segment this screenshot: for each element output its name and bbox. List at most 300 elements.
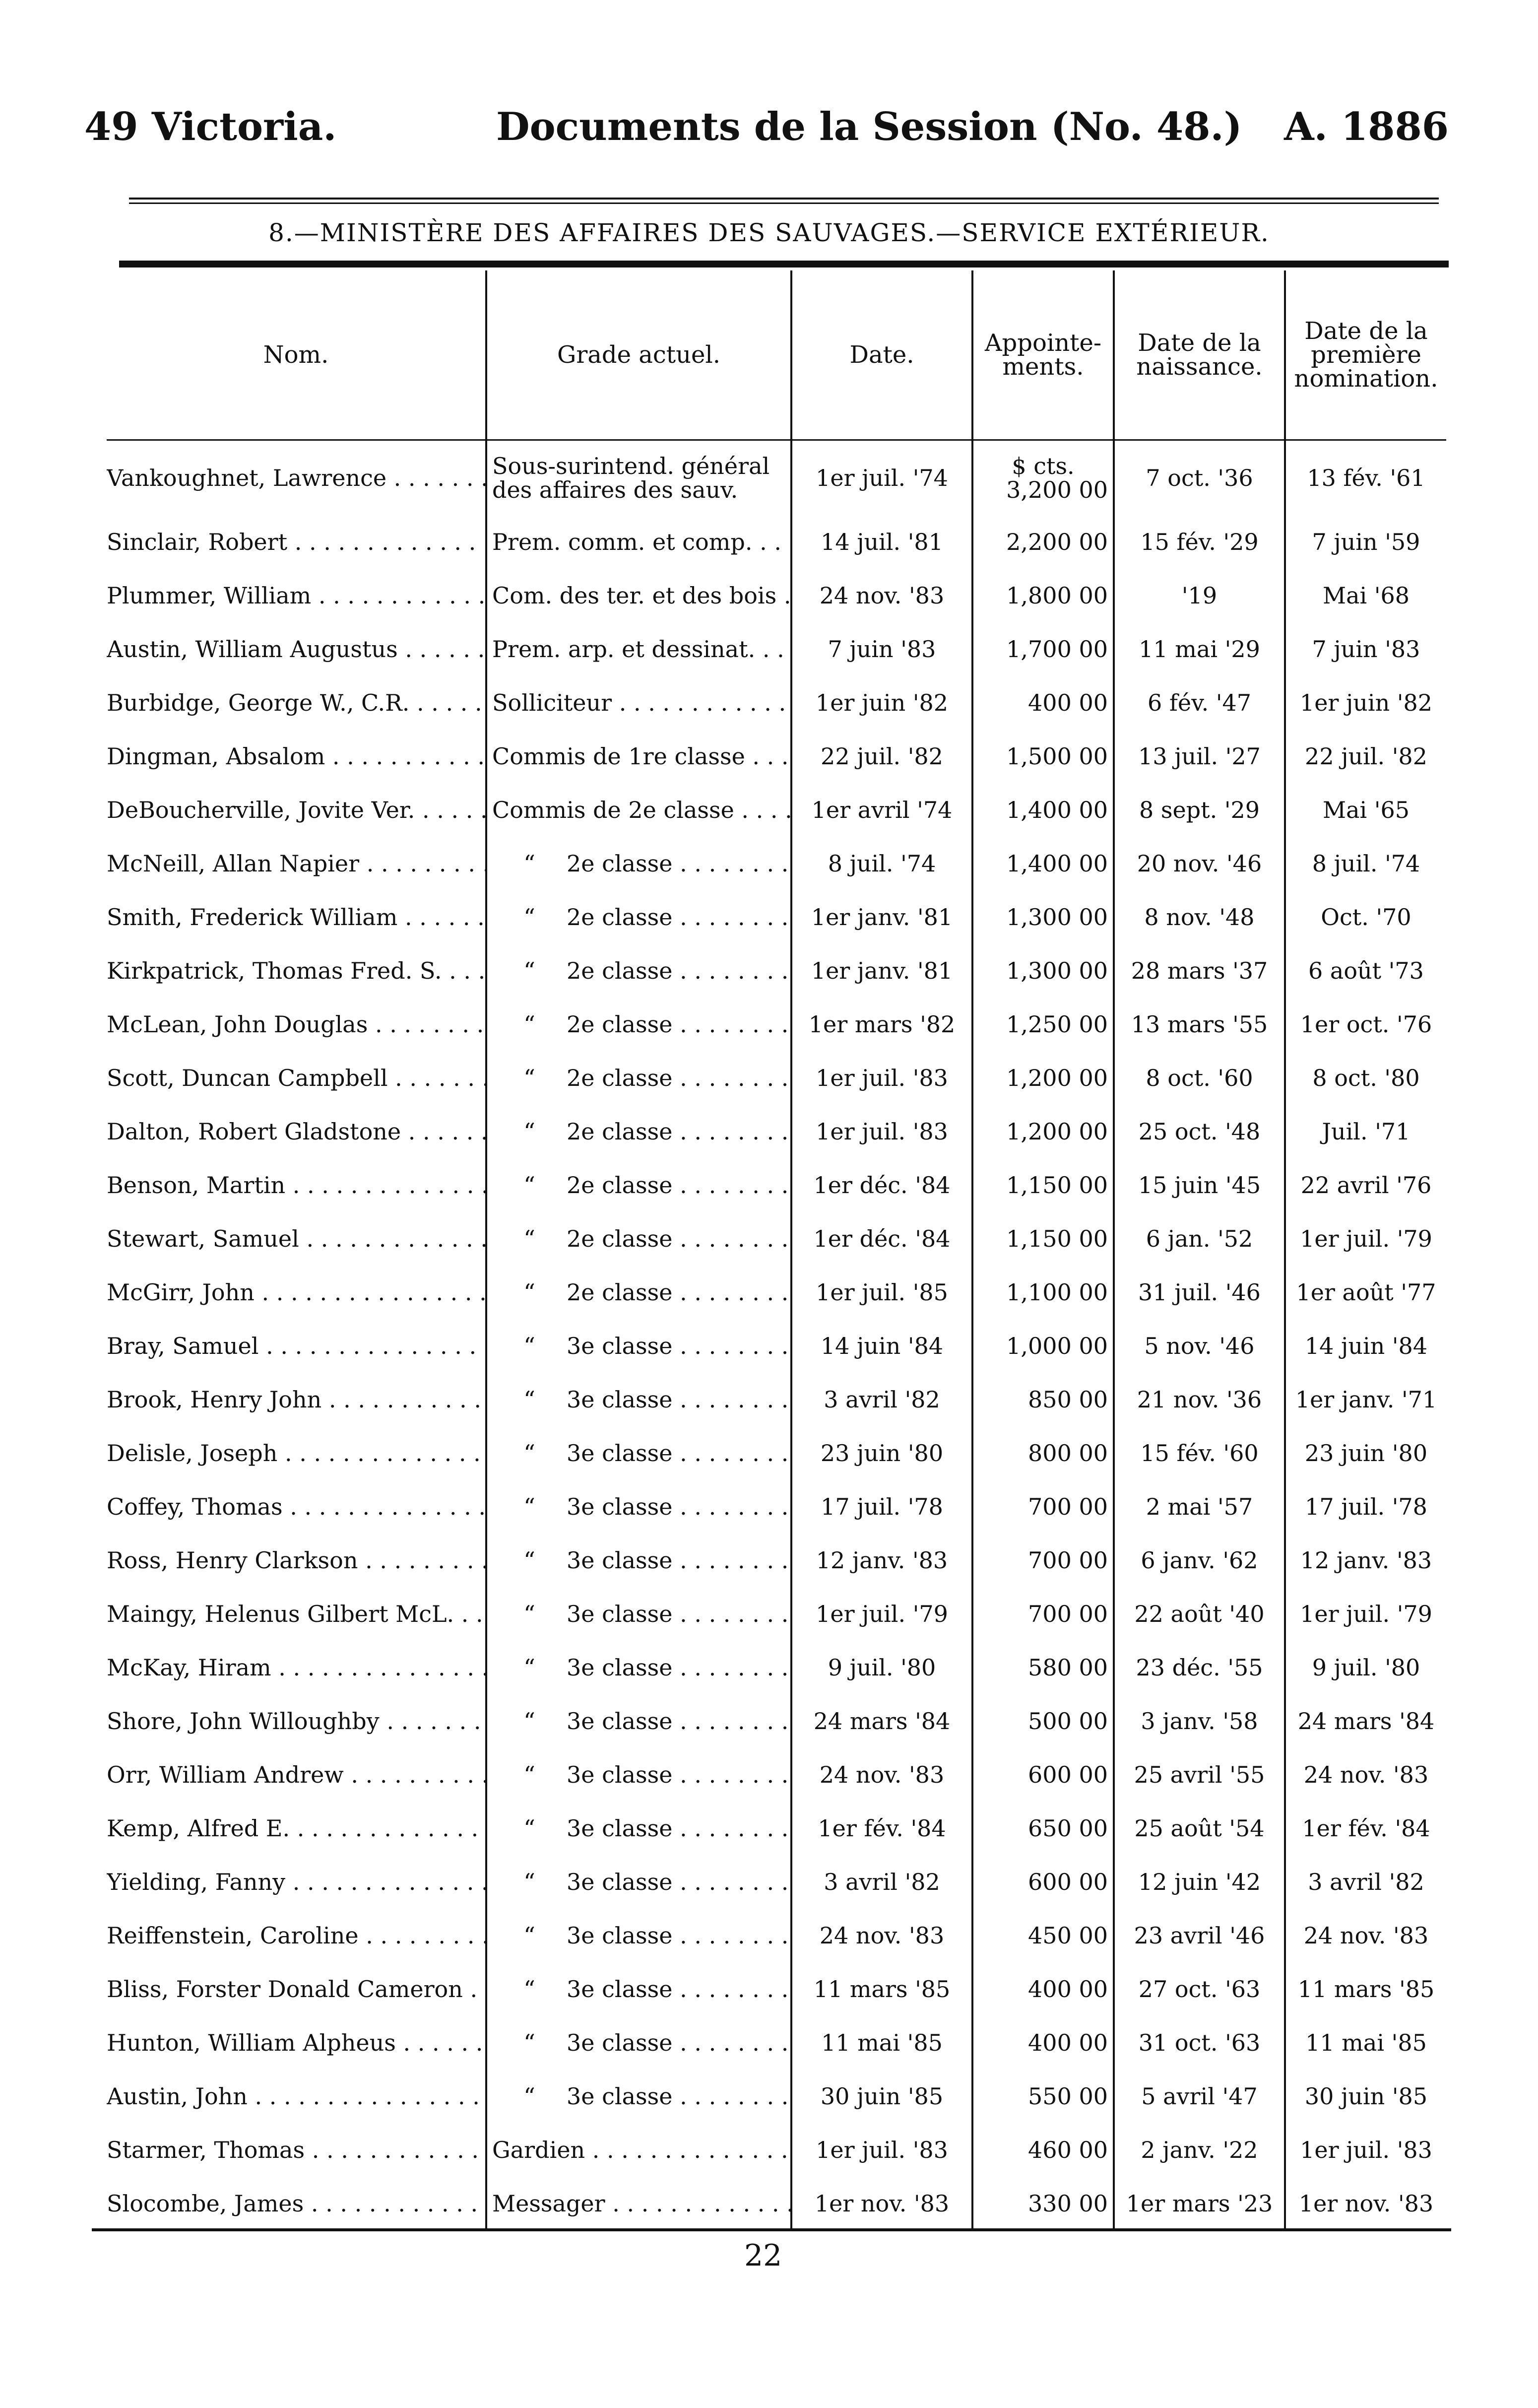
- cell-grade: [486, 998, 791, 1051]
- ditto-mark: “: [523, 904, 535, 931]
- name-text: McGirr, John . . .: [107, 1279, 486, 1306]
- cell-name: [107, 837, 486, 890]
- cell-birth: 8 oct. '60: [1114, 1051, 1285, 1105]
- cell-name: [107, 1641, 486, 1694]
- name-text: Austin, William Augustus . . .: [107, 636, 486, 663]
- cell-birth: '19: [1114, 569, 1285, 622]
- cell-date: 7 juin '83: [791, 622, 972, 676]
- ditto-mark: “: [523, 957, 535, 984]
- column-header-birth: Date de la naissance.: [1114, 270, 1285, 440]
- cell-date: 8 juil. '74: [791, 837, 972, 890]
- ditto-mark: “: [523, 1279, 535, 1306]
- grade-text: Commis de 1re classe . . .: [492, 743, 791, 770]
- cell-date: 17 juil. '78: [791, 1480, 972, 1534]
- table-row: [107, 1426, 1446, 1480]
- grade-text: 3e classe . . .: [567, 1493, 791, 1520]
- cell-salary: 550 00: [972, 2070, 1114, 2123]
- name-text: Stewart, Samuel . . .: [107, 1225, 486, 1252]
- cell-salary: 700 00: [972, 1587, 1114, 1641]
- table-row: [107, 2070, 1446, 2123]
- cell-first-nomination: 1er juil. '79: [1285, 1587, 1446, 1641]
- cell-salary: 1,200 00: [972, 1051, 1114, 1105]
- cell-birth: 25 oct. '48: [1114, 1105, 1285, 1158]
- cell-date: 1er juin '82: [791, 676, 972, 730]
- cell-date: 1er janv. '81: [791, 944, 972, 998]
- ditto-mark: “: [523, 1225, 535, 1252]
- cell-salary: 1,300 00: [972, 944, 1114, 998]
- cell-birth: 13 juil. '27: [1114, 730, 1285, 783]
- bottom-rule: [92, 2228, 1451, 2231]
- salary-value: 3,200 00: [1006, 476, 1108, 503]
- table-row: [107, 944, 1446, 998]
- cell-date: 1er avril '74: [791, 783, 972, 837]
- table-row: [107, 890, 1446, 944]
- cell-first-nomination: 1er août '77: [1285, 1266, 1446, 1319]
- table-row: [107, 2016, 1446, 2070]
- grade-text: Com. des ter. et des bois . . .: [492, 582, 791, 609]
- name-text: Bliss, Forster Donald Cameron . . .: [107, 1976, 486, 2003]
- cell-salary: 650 00: [972, 1802, 1114, 1855]
- cell-grade: [486, 569, 791, 622]
- cell-birth: 8 nov. '48: [1114, 890, 1285, 944]
- table-row: [107, 1051, 1446, 1105]
- page-header: [0, 104, 1538, 159]
- cell-first-nomination: 22 avril '76: [1285, 1158, 1446, 1212]
- table-row: [107, 730, 1446, 783]
- cell-name: [107, 1212, 486, 1266]
- name-text: Maingy, Helenus Gilbert McL. . . .: [107, 1601, 486, 1627]
- cell-salary: 460 00: [972, 2123, 1114, 2177]
- cell-date: 23 juin '80: [791, 1426, 972, 1480]
- cell-first-nomination: Mai '65: [1285, 783, 1446, 837]
- cell-name: [107, 1909, 486, 1962]
- salary-units: $ cts.: [1012, 452, 1075, 479]
- cell-grade: [486, 1319, 791, 1373]
- cell-date: 1er nov. '83: [791, 2177, 972, 2230]
- cell-birth: 15 fév. '60: [1114, 1426, 1285, 1480]
- cell-birth: 7 oct. '36: [1114, 440, 1285, 516]
- ditto-mark: “: [523, 1869, 535, 1895]
- name-text: Starmer, Thomas . . .: [107, 2137, 486, 2163]
- grade-text: 3e classe . . .: [567, 1654, 791, 1681]
- cell-grade: [486, 1855, 791, 1909]
- cell-birth: 31 oct. '63: [1114, 2016, 1285, 2070]
- cell-salary: 400 00: [972, 676, 1114, 730]
- header-right: A. 1886: [1284, 104, 1449, 149]
- cell-grade: [486, 1212, 791, 1266]
- table-row: [107, 1641, 1446, 1694]
- cell-salary: 1,400 00: [972, 837, 1114, 890]
- cell-grade: [486, 2123, 791, 2177]
- grade-text: 2e classe . . .: [567, 1172, 791, 1199]
- cell-date: 11 mars '85: [791, 1962, 972, 2016]
- ditto-mark: “: [523, 1976, 535, 2003]
- cell-salary: 1,400 00: [972, 783, 1114, 837]
- cell-date: 1er déc. '84: [791, 1158, 972, 1212]
- cell-grade: [486, 2016, 791, 2070]
- cell-date: 24 nov. '83: [791, 1909, 972, 1962]
- cell-first-nomination: 12 janv. '83: [1285, 1534, 1446, 1587]
- cell-date: 1er juil. '83: [791, 1051, 972, 1105]
- grade-text: 3e classe . . .: [567, 2083, 791, 2110]
- cell-date: 1er déc. '84: [791, 1212, 972, 1266]
- cell-date: 11 mai '85: [791, 2016, 972, 2070]
- ditto-mark: “: [523, 1493, 535, 1520]
- grade-text: 3e classe . . .: [567, 1869, 791, 1895]
- name-text: Hunton, William Alpheus . . .: [107, 2029, 486, 2056]
- cell-first-nomination: Mai '68: [1285, 569, 1446, 622]
- ditto-mark: “: [523, 1118, 535, 1145]
- grade-text: Messager . . .: [492, 2190, 791, 2217]
- grade-text: Gardien . . .: [492, 2137, 791, 2163]
- cell-salary: 1,800 00: [972, 569, 1114, 622]
- name-text: Dingman, Absalom . . .: [107, 743, 486, 770]
- cell-salary: 330 00: [972, 2177, 1114, 2230]
- title-rule: [119, 261, 1449, 268]
- grade-text: 3e classe . . .: [567, 1815, 791, 1842]
- ditto-mark: “: [523, 1333, 535, 1359]
- name-text: Vankoughnet, Lawrence . . .: [107, 465, 486, 491]
- cell-birth: 11 mai '29: [1114, 622, 1285, 676]
- grade-text: 3e classe . . .: [567, 1976, 791, 2003]
- column-header-salary: Appointe-ments.: [972, 270, 1114, 440]
- cell-grade: [486, 1105, 791, 1158]
- cell-first-nomination: 8 oct. '80: [1285, 1051, 1446, 1105]
- cell-birth: 5 nov. '46: [1114, 1319, 1285, 1373]
- cell-first-nomination: 1er oct. '76: [1285, 998, 1446, 1051]
- cell-name: [107, 1480, 486, 1534]
- cell-name: [107, 2177, 486, 2230]
- cell-name: [107, 1962, 486, 2016]
- cell-first-nomination: Juil. '71: [1285, 1105, 1446, 1158]
- cell-grade: [486, 1373, 791, 1426]
- cell-salary: 1,250 00: [972, 998, 1114, 1051]
- name-text: Smith, Frederick William . . .: [107, 904, 486, 931]
- table-header-row: [107, 270, 1446, 440]
- cell-grade: [486, 676, 791, 730]
- ditto-mark: “: [523, 1065, 535, 1091]
- cell-grade: [486, 1748, 791, 1802]
- cell-first-nomination: 3 avril '82: [1285, 1855, 1446, 1909]
- cell-name: [107, 515, 486, 569]
- grade-text: Prem. comm. et comp. . . .: [492, 529, 791, 555]
- cell-birth: 15 juin '45: [1114, 1158, 1285, 1212]
- table-row: [107, 1694, 1446, 1748]
- cell-first-nomination: 7 juin '83: [1285, 622, 1446, 676]
- cell-first-nomination: 9 juil. '80: [1285, 1641, 1446, 1694]
- cell-grade: [486, 1587, 791, 1641]
- cell-name: [107, 1426, 486, 1480]
- grade-text: 3e classe . . .: [567, 1386, 791, 1413]
- grade-text: 3e classe . . .: [567, 1761, 791, 1788]
- cell-name: [107, 440, 486, 516]
- cell-birth: 20 nov. '46: [1114, 837, 1285, 890]
- cell-first-nomination: 11 mars '85: [1285, 1962, 1446, 2016]
- cell-first-nomination: 22 juil. '82: [1285, 730, 1446, 783]
- ditto-mark: “: [523, 850, 535, 877]
- name-text: McKay, Hiram . . .: [107, 1654, 486, 1681]
- cell-birth: 22 août '40: [1114, 1587, 1285, 1641]
- cell-grade: [486, 622, 791, 676]
- cell-first-nomination: 24 nov. '83: [1285, 1909, 1446, 1962]
- grade-text: 2e classe . . .: [567, 904, 791, 931]
- cell-salary: 1,700 00: [972, 622, 1114, 676]
- cell-first-nomination: 24 nov. '83: [1285, 1748, 1446, 1802]
- cell-grade: [486, 515, 791, 569]
- table-row: [107, 783, 1446, 837]
- column-header-name: Nom.: [107, 270, 486, 440]
- cell-birth: 25 août '54: [1114, 1802, 1285, 1855]
- cell-birth: 25 avril '55: [1114, 1748, 1285, 1802]
- cell-grade: [486, 890, 791, 944]
- cell-salary: 850 00: [972, 1373, 1114, 1426]
- name-text: Austin, John . . .: [107, 2083, 486, 2110]
- cell-grade: [486, 1051, 791, 1105]
- cell-salary: 600 00: [972, 1855, 1114, 1909]
- ditto-mark: “: [523, 1440, 535, 1467]
- cell-grade: [486, 1426, 791, 1480]
- name-text: Bray, Samuel . . .: [107, 1333, 486, 1359]
- name-text: Reiffenstein, Caroline . . .: [107, 1922, 486, 1949]
- name-text: Dalton, Robert Gladstone . . .: [107, 1118, 486, 1145]
- header-left: 49 Victoria.: [84, 104, 337, 149]
- cell-name: [107, 944, 486, 998]
- cell-salary: 450 00: [972, 1909, 1114, 1962]
- cell-first-nomination: 30 juin '85: [1285, 2070, 1446, 2123]
- cell-date: 12 janv. '83: [791, 1534, 972, 1587]
- name-text: Benson, Martin . . .: [107, 1172, 486, 1199]
- cell-birth: 3 janv. '58: [1114, 1694, 1285, 1748]
- cell-salary: 1,200 00: [972, 1105, 1114, 1158]
- cell-date: 1er janv. '81: [791, 890, 972, 944]
- cell-date: 1er juil. '74: [791, 440, 972, 516]
- cell-first-nomination: 8 juil. '74: [1285, 837, 1446, 890]
- ditto-mark: “: [523, 1761, 535, 1788]
- column-header-first-nomination: Date de la première nomination.: [1285, 270, 1446, 440]
- grade-text: 2e classe . . .: [567, 1065, 791, 1091]
- cell-salary: 600 00: [972, 1748, 1114, 1802]
- cell-grade: [486, 2177, 791, 2230]
- cell-salary: 1,150 00: [972, 1158, 1114, 1212]
- table-row: [107, 1319, 1446, 1373]
- cell-birth: 31 juil. '46: [1114, 1266, 1285, 1319]
- cell-birth: 6 fév. '47: [1114, 676, 1285, 730]
- grade-text: 3e classe . . .: [567, 1922, 791, 1949]
- ditto-mark: “: [523, 1708, 535, 1735]
- column-header-date: Date.: [791, 270, 972, 440]
- cell-birth: 27 oct. '63: [1114, 1962, 1285, 2016]
- grade-text: Commis de 2e classe . . .: [492, 797, 791, 823]
- cell-salary: [972, 440, 1114, 516]
- name-text: Delisle, Joseph . . .: [107, 1440, 486, 1467]
- name-text: Brook, Henry John . . .: [107, 1386, 486, 1413]
- grade-text: 2e classe . . .: [567, 1011, 791, 1038]
- cell-date: 24 nov. '83: [791, 1748, 972, 1802]
- table-row: [107, 1212, 1446, 1266]
- header-rule-bottom: [129, 202, 1439, 204]
- cell-date: 3 avril '82: [791, 1373, 972, 1426]
- cell-first-nomination: 1er juin '82: [1285, 676, 1446, 730]
- cell-salary: 1,000 00: [972, 1319, 1114, 1373]
- table-row: [107, 1802, 1446, 1855]
- grade-text: 2e classe . . .: [567, 850, 791, 877]
- grade-text: 2e classe . . .: [567, 957, 791, 984]
- cell-salary: 1,150 00: [972, 1212, 1114, 1266]
- cell-name: [107, 1587, 486, 1641]
- ditto-mark: “: [523, 2029, 535, 2056]
- cell-name: [107, 998, 486, 1051]
- table-row: [107, 1266, 1446, 1319]
- name-text: Slocombe, James . . .: [107, 2190, 486, 2217]
- cell-date: 1er mars '82: [791, 998, 972, 1051]
- name-text: Kemp, Alfred E. . . .: [107, 1815, 486, 1842]
- cell-birth: 23 déc. '55: [1114, 1641, 1285, 1694]
- table-row: [107, 1373, 1446, 1426]
- cell-name: [107, 569, 486, 622]
- table-row: [107, 1534, 1446, 1587]
- cell-birth: 15 fév. '29: [1114, 515, 1285, 569]
- table-row: [107, 1748, 1446, 1802]
- cell-salary: 2,200 00: [972, 515, 1114, 569]
- cell-birth: 2 mai '57: [1114, 1480, 1285, 1534]
- table-row: [107, 622, 1446, 676]
- table-title: 8.—MINISTÈRE DES AFFAIRES DES SAUVAGES.—SERVICE EXTÉRIEUR.: [268, 218, 1270, 247]
- cell-grade: [486, 1534, 791, 1587]
- cell-date: 24 mars '84: [791, 1694, 972, 1748]
- grade-text: 2e classe . . .: [567, 1225, 791, 1252]
- cell-first-nomination: 13 fév. '61: [1285, 440, 1446, 516]
- cell-date: 1er fév. '84: [791, 1802, 972, 1855]
- column-header-grade: Grade actuel.: [486, 270, 791, 440]
- cell-grade: [486, 1802, 791, 1855]
- ditto-mark: “: [523, 1922, 535, 1949]
- cell-grade: [486, 1962, 791, 2016]
- ditto-mark: “: [523, 1386, 535, 1413]
- table-row: [107, 1158, 1446, 1212]
- ditto-mark: “: [523, 1547, 535, 1574]
- cell-birth: 21 nov. '36: [1114, 1373, 1285, 1426]
- cell-date: 1er juil. '83: [791, 2123, 972, 2177]
- cell-birth: 23 avril '46: [1114, 1909, 1285, 1962]
- cell-name: [107, 2016, 486, 2070]
- name-text: Kirkpatrick, Thomas Fred. S. . . .: [107, 957, 486, 984]
- cell-salary: 700 00: [972, 1480, 1114, 1534]
- name-text: McNeill, Allan Napier . . .: [107, 850, 486, 877]
- name-text: Ross, Henry Clarkson . . .: [107, 1547, 486, 1574]
- cell-date: 1er juil. '79: [791, 1587, 972, 1641]
- cell-first-nomination: 1er fév. '84: [1285, 1802, 1446, 1855]
- cell-name: [107, 1373, 486, 1426]
- cell-name: [107, 1266, 486, 1319]
- cell-first-nomination: 1er juil. '79: [1285, 1212, 1446, 1266]
- cell-grade: [486, 440, 791, 516]
- cell-first-nomination: 1er janv. '71: [1285, 1373, 1446, 1426]
- cell-grade: [486, 944, 791, 998]
- cell-first-nomination: 11 mai '85: [1285, 2016, 1446, 2070]
- cell-date: 1er juil. '83: [791, 1105, 972, 1158]
- cell-birth: 13 mars '55: [1114, 998, 1285, 1051]
- cell-name: [107, 622, 486, 676]
- cell-first-nomination: 6 août '73: [1285, 944, 1446, 998]
- cell-first-nomination: 1er juil. '83: [1285, 2123, 1446, 2177]
- cell-name: [107, 1802, 486, 1855]
- table-row: [107, 1105, 1446, 1158]
- table-row: [107, 440, 1446, 516]
- cell-name: [107, 1051, 486, 1105]
- table-row: [107, 1480, 1446, 1534]
- cell-first-nomination: 23 juin '80: [1285, 1426, 1446, 1480]
- table-row: [107, 515, 1446, 569]
- table-row: [107, 1587, 1446, 1641]
- cell-name: [107, 1694, 486, 1748]
- name-text: Orr, William Andrew . . .: [107, 1761, 486, 1788]
- table-row: [107, 676, 1446, 730]
- cell-birth: 8 sept. '29: [1114, 783, 1285, 837]
- cell-first-nomination: 14 juin '84: [1285, 1319, 1446, 1373]
- table-row: [107, 2123, 1446, 2177]
- cell-birth: 5 avril '47: [1114, 2070, 1285, 2123]
- name-text: Burbidge, George W., C.R. . . .: [107, 689, 486, 716]
- cell-grade: [486, 783, 791, 837]
- cell-first-nomination: 7 juin '59: [1285, 515, 1446, 569]
- cell-name: [107, 2123, 486, 2177]
- name-text: Plummer, William . . .: [107, 582, 486, 609]
- cell-date: 14 juin '84: [791, 1319, 972, 1373]
- cell-birth: 1er mars '23: [1114, 2177, 1285, 2230]
- cell-birth: 28 mars '37: [1114, 944, 1285, 998]
- grade-text: 2e classe . . .: [567, 1279, 791, 1306]
- cell-date: 24 nov. '83: [791, 569, 972, 622]
- grade-text: Solliciteur . . .: [492, 689, 791, 716]
- name-text: Scott, Duncan Campbell . . .: [107, 1065, 486, 1091]
- cell-salary: 1,500 00: [972, 730, 1114, 783]
- staff-table: [107, 270, 1446, 2230]
- cell-salary: 580 00: [972, 1641, 1114, 1694]
- cell-birth: 12 juin '42: [1114, 1855, 1285, 1909]
- grade-text: 2e classe . . .: [567, 1118, 791, 1145]
- cell-grade: [486, 1158, 791, 1212]
- ditto-mark: “: [523, 2083, 535, 2110]
- cell-name: [107, 1748, 486, 1802]
- grade-text: 3e classe . . .: [567, 1601, 791, 1627]
- grade-text: 3e classe . . .: [567, 1440, 791, 1467]
- table-row: [107, 569, 1446, 622]
- table-row: [107, 2177, 1446, 2230]
- name-text: McLean, John Douglas . . .: [107, 1011, 486, 1038]
- table-row: [107, 1855, 1446, 1909]
- cell-grade: [486, 2070, 791, 2123]
- cell-name: [107, 1534, 486, 1587]
- name-text: DeBoucherville, Jovite Ver. . . .: [107, 797, 486, 823]
- cell-date: 14 juil. '81: [791, 515, 972, 569]
- header-center: Documents de la Session (No. 48.): [496, 104, 1242, 149]
- cell-name: [107, 676, 486, 730]
- cell-salary: 500 00: [972, 1694, 1114, 1748]
- cell-salary: 1,300 00: [972, 890, 1114, 944]
- table-row: [107, 1909, 1446, 1962]
- cell-salary: 400 00: [972, 2016, 1114, 2070]
- cell-grade: [486, 1694, 791, 1748]
- cell-name: [107, 890, 486, 944]
- cell-salary: 1,100 00: [972, 1266, 1114, 1319]
- cell-name: [107, 1158, 486, 1212]
- cell-date: 30 juin '85: [791, 2070, 972, 2123]
- name-text: Sinclair, Robert . . .: [107, 529, 486, 555]
- cell-birth: 6 janv. '62: [1114, 1534, 1285, 1587]
- cell-grade: [486, 1909, 791, 1962]
- cell-birth: 2 janv. '22: [1114, 2123, 1285, 2177]
- page-number: 22: [744, 2238, 782, 2273]
